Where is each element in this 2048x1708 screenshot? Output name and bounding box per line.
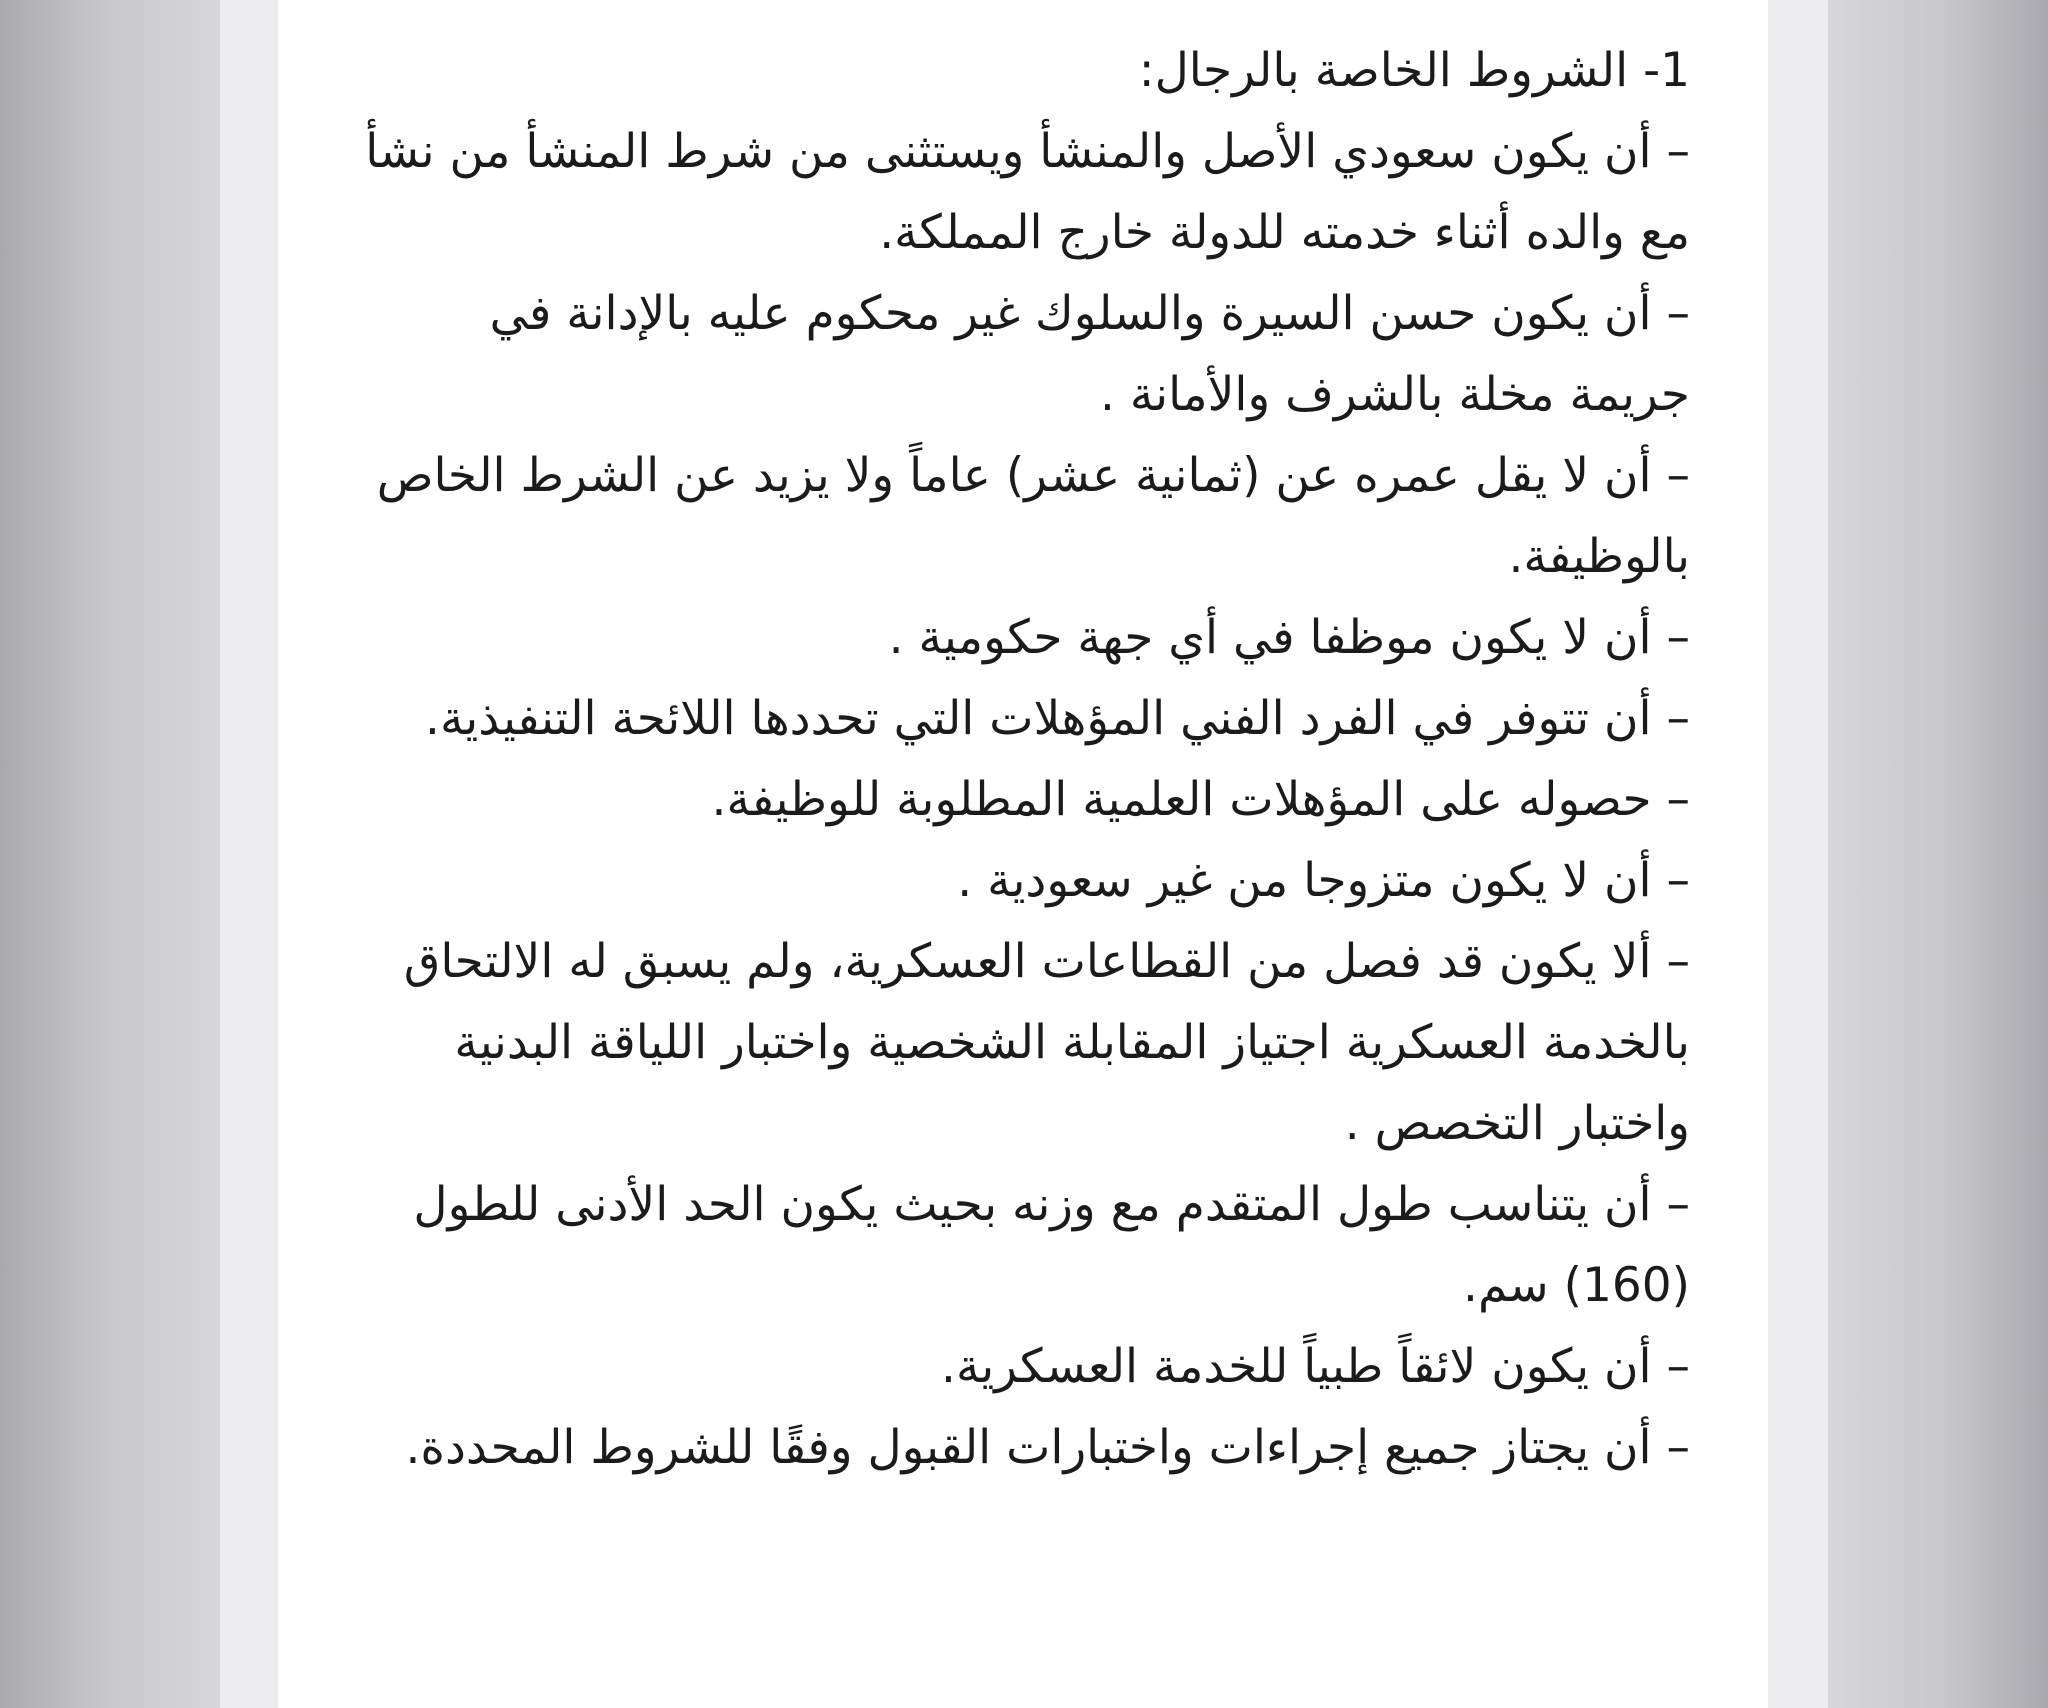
condition-item-4: – أن لا يكون موظفا في أي جهة حكومية . <box>888 610 1690 665</box>
condition-item-5: – أن تتوفر في الفرد الفني المؤهلات التي تحددها اللائحة التنفيذية. <box>425 691 1690 746</box>
condition-item-6: – حصوله على المؤهلات العلمية المطلوبة للوظيفة. <box>711 772 1690 827</box>
document-text <box>360 30 1690 1488</box>
condition-item-8: – ألا يكون قد فصل من القطاعات العسكرية، ولم يسبق له الالتحاق بالخدمة العسكرية اجتياز المقابلة الشخصية واختبار اللياقة البدنية واختبار التخصص . <box>403 934 1690 1151</box>
condition-item-7: – أن لا يكون متزوجا من غير سعودية . <box>957 853 1690 908</box>
condition-item-1: – أن يكون سعودي الأصل والمنشأ ويستثنى من شرط المنشأ من نشأ مع والده أثناء خدمته للدولة خارج المملكة. <box>365 124 1690 260</box>
section-heading: 1- الشروط الخاصة بالرجال: <box>1138 43 1690 98</box>
condition-item-2: – أن يكون حسن السيرة والسلوك غير محكوم عليه بالإدانة في جريمة مخلة بالشرف والأمانة . <box>489 286 1690 422</box>
condition-item-9: – أن يتناسب طول المتقدم مع وزنه بحيث يكون الحد الأدنى للطول (160) سم. <box>413 1177 1690 1313</box>
condition-item-10: – أن يكون لائقاً طبياً للخدمة العسكرية. <box>941 1339 1690 1394</box>
condition-item-11: – أن يجتاز جميع إجراءات واختبارات القبول وفقًا للشروط المحددة. <box>405 1420 1690 1475</box>
condition-item-3: – أن لا يقل عمره عن (ثمانية عشر) عاماً ولا يزيد عن الشرط الخاص بالوظيفة. <box>376 448 1690 584</box>
